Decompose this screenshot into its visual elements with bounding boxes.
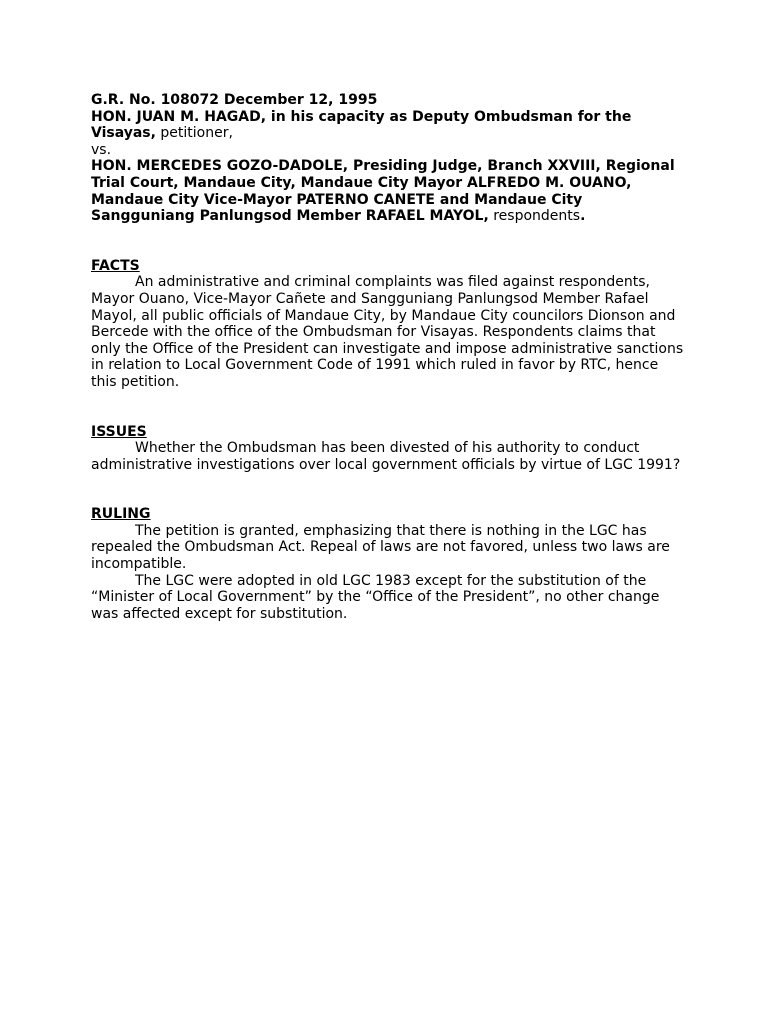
petitioner-line-1: HON. JUAN M. HAGAD, in his capacity as Deputy Ombudsman for the: [91, 108, 632, 125]
spacer: [91, 225, 691, 258]
petitioner-line-2: [91, 125, 691, 142]
issues-heading: ISSUES: [91, 423, 147, 440]
spacer: [91, 391, 691, 424]
facts-line: Mayol, all public officials of Mandaue City, by Mandaue City councilors Dionson and: [91, 307, 676, 324]
ruling-line: The petition is granted, emphasizing that there is nothing in the LGC has: [135, 522, 647, 539]
facts-line: in relation to Local Government Code of 1991 which ruled in favor by RTC, hence: [91, 357, 659, 374]
facts-heading: FACTS: [91, 257, 140, 274]
ruling-line: repealed the Ombudsman Act. Repeal of laws are not favored, unless two laws are: [91, 539, 670, 556]
facts-section: [91, 258, 691, 391]
petitioner-role: petitioner,: [155, 125, 233, 142]
document-page: [91, 92, 691, 622]
respondents-line-3: Mandaue City Vice-Mayor PATERNO CANETE and Mandaue City: [91, 191, 583, 208]
issues-section: [91, 424, 691, 474]
respondents-line-1: HON. MERCEDES GOZO-DADOLE, Presiding Judge, Branch XXVIII, Regional: [91, 158, 675, 175]
facts-line: Bercede with the office of the Ombudsman for Visayas. Respondents claims that: [91, 324, 656, 341]
case-caption: [91, 92, 691, 225]
issues-line: Whether the Ombudsman has been divested of his authority to conduct: [135, 440, 640, 457]
ruling-section: [91, 506, 691, 622]
petitioner-name-cont: Visayas,: [91, 125, 156, 142]
respondents-role: respondents: [488, 208, 581, 225]
ruling-line: was affected except for substitution.: [91, 605, 348, 622]
ruling-heading: RULING: [91, 506, 151, 523]
ruling-line: incompatible.: [91, 556, 187, 573]
ruling-line: “Minister of Local Government” by the “Office of the President”, no other change: [91, 589, 660, 606]
facts-line: only the Office of the President can investigate and impose administrative sanctions: [91, 340, 684, 357]
issues-line: administrative investigations over local government officials by virtue of LGC 1991?: [91, 456, 681, 473]
respondents-period: .: [580, 208, 586, 225]
respondents-line-2: Trial Court, Mandaue City, Mandaue City Mayor ALFREDO M. OUANO,: [91, 174, 632, 191]
respondents-line-4: [91, 208, 691, 225]
respondents-name-cont: Sangguniang Panlungsod Member RAFAEL MAYOL,: [91, 208, 489, 225]
versus-line: vs.: [91, 141, 112, 158]
facts-line: this petition.: [91, 373, 180, 390]
ruling-line: The LGC were adopted in old LGC 1983 except for the substitution of the: [135, 572, 647, 589]
spacer: [91, 473, 691, 506]
gr-number-line: G.R. No. 108072 December 12, 1995: [91, 92, 378, 108]
facts-line: Mayor Ouano, Vice-Mayor Cañete and Sangguniang Panlungsod Member Rafael: [91, 290, 649, 307]
facts-line: An administrative and criminal complaints was filed against respondents,: [135, 274, 650, 291]
